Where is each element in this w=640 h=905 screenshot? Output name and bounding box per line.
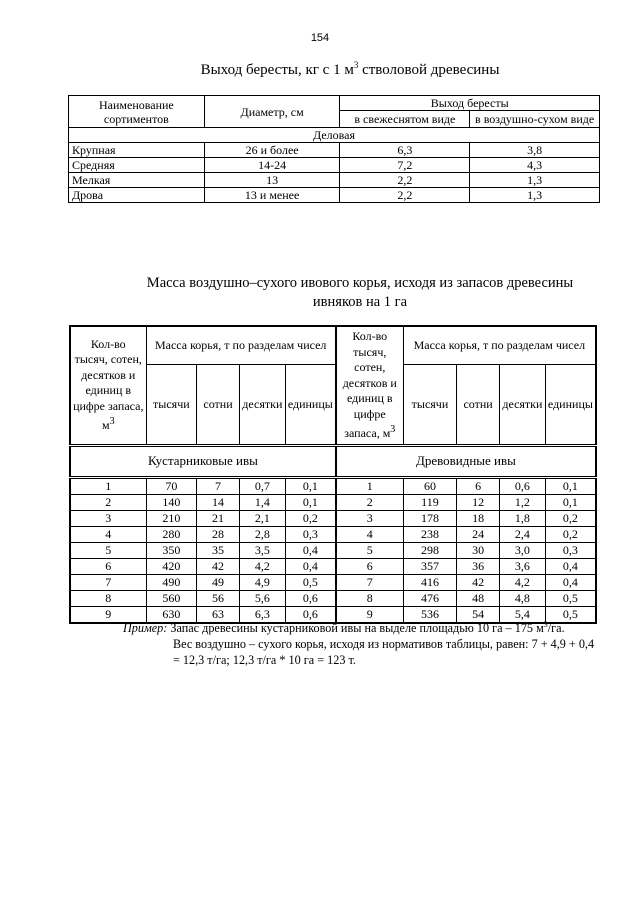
cell-qty-left: 7 (70, 574, 146, 590)
col-header-mass-right: Масса корья, т по разделам чисел (403, 326, 596, 364)
sub-header-units: единицы (285, 364, 336, 445)
cell-units-left: 0,6 (285, 590, 336, 606)
cell-qty-right: 7 (336, 574, 403, 590)
cell-fresh: 2,2 (340, 188, 470, 203)
cell-units-right: 0,1 (545, 477, 596, 494)
table-row (70, 574, 596, 590)
cell-tens-left: 4,9 (239, 574, 285, 590)
cell-hundreds-right: 12 (457, 494, 500, 510)
cell-qty-left: 1 (70, 477, 146, 494)
cell-thousands-right: 416 (403, 574, 457, 590)
cell-tens-right: 3,6 (499, 558, 545, 574)
col-header-output: Выход бересты (340, 96, 600, 111)
table-row (69, 158, 600, 173)
cell-tens-right: 2,4 (499, 526, 545, 542)
col-header-quantity-right: Кол-во тысяч, сотен, десятков и единиц в цифре запаса, $м^3$ (336, 326, 403, 445)
cell-hundreds-left: 49 (197, 574, 240, 590)
cell-thousands-right: 536 (403, 606, 457, 623)
cell-tens-right: 1,8 (499, 510, 545, 526)
cell-diameter: 26 и более (204, 143, 340, 158)
cell-units-left: 0,3 (285, 526, 336, 542)
table-row (69, 188, 600, 203)
cell-hundreds-left: 28 (197, 526, 240, 542)
cell-thousands-left: 350 (146, 542, 197, 558)
col-header-name: Наименование сортиментов (69, 96, 205, 128)
cell-units-left: 0,1 (285, 477, 336, 494)
cell-tens-right: 4,8 (499, 590, 545, 606)
cell-qty-right: 9 (336, 606, 403, 623)
table-row (70, 477, 596, 494)
cell-hundreds-left: 21 (197, 510, 240, 526)
sub-header-thousands: тысячи (146, 364, 197, 445)
cell-qty-left: 6 (70, 558, 146, 574)
cell-units-left: 0,2 (285, 510, 336, 526)
sub-header-thousands: тысячи (403, 364, 457, 445)
cell-thousands-left: 490 (146, 574, 197, 590)
cell-units-right: 0,4 (545, 558, 596, 574)
cell-hundreds-right: 42 (457, 574, 500, 590)
cell-tens-right: 5,4 (499, 606, 545, 623)
table2-title: Масса воздушно–сухого ивового корья, исходя из запасов древесины ивняков на 1 га (146, 275, 574, 310)
example-line1: Запас древесины кустарниковой ивы на выделе площадью 10 га – 175 м (167, 621, 544, 636)
cell-qty-right: 5 (336, 542, 403, 558)
cell-hundreds-right: 48 (457, 590, 500, 606)
cell-units-right: 0,2 (545, 510, 596, 526)
cell-units-left: 0,1 (285, 494, 336, 510)
sub-header-hundreds: сотни (197, 364, 240, 445)
cell-diameter: 13 (204, 173, 340, 188)
cell-fresh: 6,3 (340, 143, 470, 158)
cell-thousands-left: 420 (146, 558, 197, 574)
cell-fresh: 7,2 (340, 158, 470, 173)
section-label: Деловая (69, 128, 600, 143)
table-row (70, 558, 596, 574)
cell-units-left: 0,4 (285, 542, 336, 558)
birch-bark-output-table (68, 95, 600, 203)
cell-dry: 1,3 (470, 188, 600, 203)
cell-thousands-right: 357 (403, 558, 457, 574)
cell-thousands-left: 560 (146, 590, 197, 606)
cell-qty-left: 5 (70, 542, 146, 558)
cell-qty-right: 8 (336, 590, 403, 606)
cell-tens-right: 4,2 (499, 574, 545, 590)
cell-thousands-right: 238 (403, 526, 457, 542)
cell-name: Мелкая (69, 173, 205, 188)
col-header-quantity-left: Кол-во тысяч, сотен, десятков и единиц в цифре запаса, $м^3$ (70, 326, 146, 445)
cell-units-right: 0,3 (545, 542, 596, 558)
table-row (70, 510, 596, 526)
cell-name: Дрова (69, 188, 205, 203)
cell-hundreds-right: 30 (457, 542, 500, 558)
cell-qty-left: 4 (70, 526, 146, 542)
cell-hundreds-right: 18 (457, 510, 500, 526)
cell-thousands-right: 60 (403, 477, 457, 494)
cell-dry: 4,3 (470, 158, 600, 173)
cell-tens-left: 0,7 (239, 477, 285, 494)
cell-tens-left: 2,8 (239, 526, 285, 542)
example-text: Вес воздушно – сухого корья, исходя из нормативов таблицы, равен: 7 + 4,9 + 0,4 = 12,3 т/га; 12,3 т/га * 10 га = 123 т. (173, 637, 595, 668)
cell-qty-left: 8 (70, 590, 146, 606)
table-row (70, 542, 596, 558)
col-header-fresh: в свежеснятом виде (340, 111, 470, 128)
cell-hundreds-left: 35 (197, 542, 240, 558)
cell-hundreds-left: 14 (197, 494, 240, 510)
cell-thousands-right: 119 (403, 494, 457, 510)
cell-hundreds-right: 36 (457, 558, 500, 574)
cell-tens-left: 2,1 (239, 510, 285, 526)
table-row (69, 173, 600, 188)
cell-dry: 1,3 (470, 173, 600, 188)
cell-fresh: 2,2 (340, 173, 470, 188)
col-header-dry: в воздушно-сухом виде (470, 111, 600, 128)
cell-tens-left: 6,3 (239, 606, 285, 623)
cell-tens-left: 4,2 (239, 558, 285, 574)
cell-diameter: 13 и менее (204, 188, 340, 203)
cell-thousands-right: 476 (403, 590, 457, 606)
cell-hundreds-left: 7 (197, 477, 240, 494)
sub-header-tens: десятки (499, 364, 545, 445)
cell-hundreds-right: 6 (457, 477, 500, 494)
cell-units-left: 0,6 (285, 606, 336, 623)
cell-name: Средняя (69, 158, 205, 173)
col-header-diameter: Диаметр, см (204, 96, 340, 128)
cell-name: Крупная (69, 143, 205, 158)
cell-qty-right: 4 (336, 526, 403, 542)
cell-tens-right: 1,2 (499, 494, 545, 510)
cell-qty-right: 6 (336, 558, 403, 574)
cell-units-right: 0,5 (545, 606, 596, 623)
table-row (70, 590, 596, 606)
cell-units-left: 0,4 (285, 558, 336, 574)
cell-qty-left: 9 (70, 606, 146, 623)
cell-thousands-left: 70 (146, 477, 197, 494)
cell-diameter: 14-24 (204, 158, 340, 173)
cell-hundreds-left: 63 (197, 606, 240, 623)
table1-title: Выход бересты, кг с 1 $м^3$ стволовой древесины (200, 60, 500, 78)
cell-hundreds-right: 54 (457, 606, 500, 623)
cell-tens-left: 5,6 (239, 590, 285, 606)
cell-thousands-left: 210 (146, 510, 197, 526)
sub-header-hundreds: сотни (457, 364, 500, 445)
cell-thousands-right: 178 (403, 510, 457, 526)
cell-units-right: 0,2 (545, 526, 596, 542)
cell-qty-left: 2 (70, 494, 146, 510)
cell-qty-right: 1 (336, 477, 403, 494)
cell-tens-right: 3,0 (499, 542, 545, 558)
cell-units-right: 0,5 (545, 590, 596, 606)
table-row (69, 143, 600, 158)
cell-hundreds-left: 56 (197, 590, 240, 606)
example-label: Пример: (123, 621, 168, 636)
cell-tens-left: 1,4 (239, 494, 285, 510)
cell-qty-right: 2 (336, 494, 403, 510)
cell-tens-left: 3,5 (239, 542, 285, 558)
col-header-mass-left: Масса корья, т по разделам чисел (146, 326, 336, 364)
cell-dry: 3,8 (470, 143, 600, 158)
sub-header-tens: десятки (239, 364, 285, 445)
cell-units-right: 0,1 (545, 494, 596, 510)
table-row (70, 526, 596, 542)
cell-units-left: 0,5 (285, 574, 336, 590)
cell-tens-right: 0,6 (499, 477, 545, 494)
cell-thousands-right: 298 (403, 542, 457, 558)
willow-bark-mass-table (69, 325, 597, 624)
page-number: 154 (310, 32, 330, 44)
cell-qty-right: 3 (336, 510, 403, 526)
cell-thousands-left: 630 (146, 606, 197, 623)
cell-units-right: 0,4 (545, 574, 596, 590)
section-tree-willows: Древовидные ивы (336, 445, 596, 477)
section-shrub-willows: Кустарниковые ивы (70, 445, 336, 477)
cell-hundreds-left: 42 (197, 558, 240, 574)
table-row (70, 494, 596, 510)
sub-header-units: единицы (545, 364, 596, 445)
cell-qty-left: 3 (70, 510, 146, 526)
cell-thousands-left: 140 (146, 494, 197, 510)
cell-hundreds-right: 24 (457, 526, 500, 542)
example-note: Пример: Запас древесины кустарниковой ивы на выделе площадью 10 га – 175 $м^3/га$. Вес воздушно – сухого корья, исходя из нормативов таблицы, равен: 7 + 4,9 + 0,4 = 12,3 т/га; 12,3 т/га * 10 га = 123 т. (123, 617, 603, 668)
cell-thousands-left: 280 (146, 526, 197, 542)
